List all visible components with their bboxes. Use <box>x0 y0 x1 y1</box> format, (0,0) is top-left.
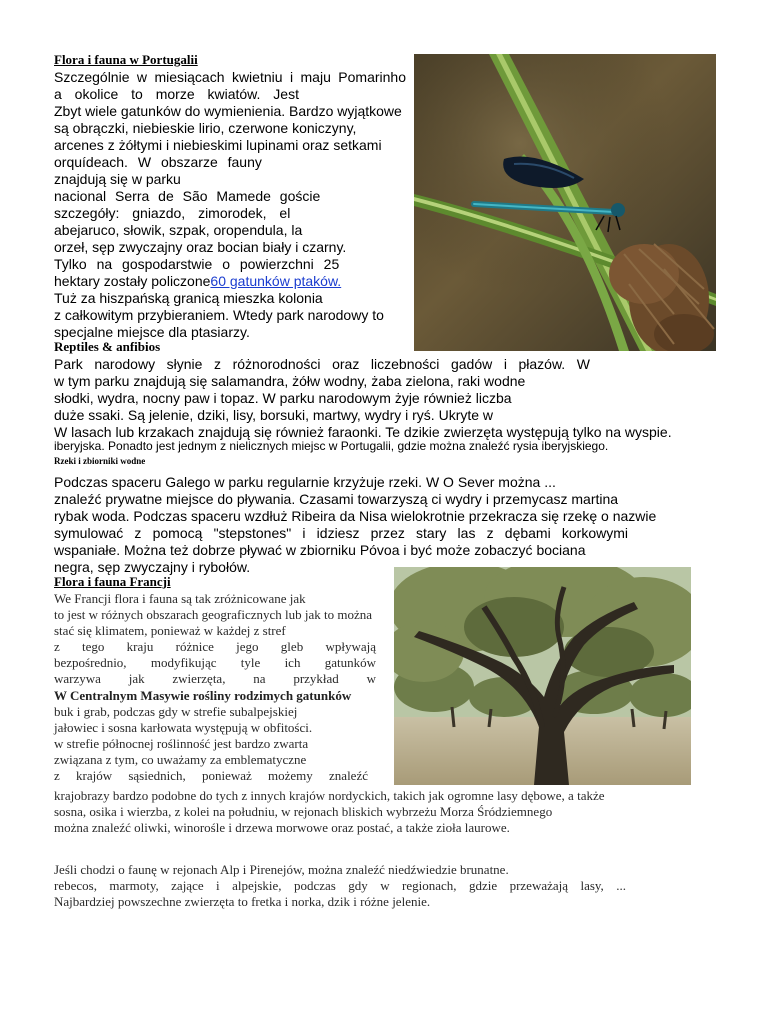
fauna-line-1: Jeśli chodzi o faunę w rejonach Alp i Pirenejów, można znaleźć niedźwiedzie brunatne. <box>54 862 509 877</box>
france-line-14: można znaleźć oliwki, winorośle i drzewa morwowe oraz postać, a także zioła laurowe. <box>54 820 510 835</box>
portugal-line-3: Zbyt wiele gatunków do wymienienia. Bardzo wyjątkowe <box>54 103 402 119</box>
fauna-line-3: Najbardziej powszechne zwierzęta to fretka i norka, dzik i różne jelenie. <box>54 894 431 909</box>
olive-trees-illustration <box>394 567 691 785</box>
france-line-2: to jest w różnych obszarach geograficznych lub jak to można <box>54 607 373 622</box>
reptiles-line-3: słodki, wydra, nocny paw i topaz. W parku narodowym żyje również liczba <box>54 390 512 406</box>
france-line-13: sosna, osika i wierzba, z kolei na południu, w rejonach bliskich wybrzeżu Morza Śródziemnego <box>54 804 553 819</box>
france-line-6: warzywa jak zwierzęta, na przykład w <box>54 671 376 686</box>
rivers-line-2: znaleźć prywatne miejsce do pływania. Czasami towarzyszą ci wydry i przemycasz martina <box>54 491 619 507</box>
portugal-line-8: nacional Serra de São Mamede goście <box>54 188 321 204</box>
reptiles-line-1: Park narodowy słynie z różnorodności oraz liczebności gadów i płazów. W <box>54 356 590 372</box>
france-line-9: w strefie północnej roślinność jest bardzo zwarta <box>54 736 309 751</box>
portugal-line-13-text: hektary zostały policzone <box>54 273 211 289</box>
portugal-line-1: Szczególnie w miesiącach kwietniu i maju Pomarinho <box>54 69 406 85</box>
portugal-line-5: arcenes z żółtymi i niebieskimi lupinami oraz setkami <box>54 137 382 153</box>
rivers-line-1: Podczas spaceru Galego w parku regularnie krzyżuje rzeki. W O Sever można ... <box>54 474 556 490</box>
france-line-3: stać się klimatem, ponieważ w każdej z stref <box>54 623 286 638</box>
portugal-line-2: a okolice to morze kwiatów. Jest <box>54 86 299 102</box>
france-line-5: bezpośrednio, modyfikując tyle ich gatunków <box>54 655 376 670</box>
reptiles-line-2: w tym parku znajdują się salamandra, żółw wodny, żaba zielona, raki wodne <box>54 373 526 389</box>
portugal-line-10: abejaruco, słowik, szpak, oropendula, la <box>54 222 303 238</box>
france-heading: Flora i fauna Francji <box>54 574 171 589</box>
portugal-line-6: orquídeach. W obszarze fauny <box>54 154 262 170</box>
portugal-heading: Flora i fauna w Portugalii <box>54 52 198 67</box>
olive-trees-photo <box>394 567 691 785</box>
reptiles-line-5: W lasach lub krzakach znajdują się również faraonki. Te dzikie zwierzęta występują tylko na wyspie. <box>54 424 672 440</box>
france-line-10: związana z tym, co uważamy za emblematyczne <box>54 752 307 767</box>
dragonfly-photo <box>414 54 716 351</box>
france-line-1: We Francji flora i fauna są tak zróżnicowane jak <box>54 591 306 606</box>
bird-species-link[interactable]: 60 gatunków ptaków. <box>210 273 342 289</box>
portugal-line-12: Tylko na gospodarstwie o powierzchni 25 <box>54 256 340 272</box>
rivers-heading: Rzeki i zbiorniki wodne <box>54 456 146 466</box>
portugal-line-13 <box>54 273 341 290</box>
france-line-7: buk i grab, podczas gdy w strefie subalpejskiej <box>54 704 298 719</box>
portugal-line-7: znajdują się w parku <box>54 171 181 187</box>
rivers-line-3: rybak woda. Podczas spaceru wzdłuż Ribeira da Nisa wielokrotnie przekracza się rzekę o nazwie <box>54 508 657 524</box>
portugal-line-11: orzeł, sęp zwyczajny oraz bocian biały i czarny. <box>54 239 347 255</box>
france-line-12: krajobrazy bardzo podobne do tych z innych krajów nordyckich, takich jak ogromne lasy dębowe, a także <box>54 788 605 803</box>
rivers-line-4: symulować z pomocą "stepstones" i idziesz przez stary las z dębami korkowymi <box>54 525 628 541</box>
france-bold-line: W Centralnym Masywie rośliny rodzimych gatunków <box>54 688 352 703</box>
reptiles-line-4: duże ssaki. Są jelenie, dziki, lisy, borsuki, martwy, wydry i ryś. Ukryte w <box>54 407 494 423</box>
portugal-line-9: szczegóły: gniazdo, zimorodek, el <box>54 205 291 221</box>
france-line-8: jałowiec i sosna karłowata występują w obfitości. <box>54 720 313 735</box>
france-line-4: z tego kraju różnice jego gleb wpływają <box>54 639 376 654</box>
rivers-line-5: wspaniałe. Można też dobrze pływać w zbiorniku Póvoa i być może zobaczyć bociana <box>54 542 586 558</box>
reptiles-small-line: iberyjska. Ponadto jest jednym z nielicznych miejsc w Portugalii, gdzie można znaleźć rysia iberyjskiego. <box>54 439 609 453</box>
portugal-line-15: z całkowitym przybieraniem. Wtedy park narodowy to <box>54 307 384 323</box>
france-line-11: z krajów sąsiednich, ponieważ możemy znaleźć <box>54 768 368 783</box>
fauna-line-2: rebecos, marmoty, zające i alpejskie, podczas gdy w regionach, gdzie przeważają lasy, ... <box>54 878 626 893</box>
portugal-line-14: Tuż za hiszpańską granicą mieszka kolonia <box>54 290 323 306</box>
rivers-line-6: negra, sęp zwyczajny i rybołów. <box>54 559 251 575</box>
reptiles-heading: Reptiles & anfibios <box>54 339 161 354</box>
portugal-line-16: specjalne miejsce dla ptasiarzy. <box>54 324 250 340</box>
dragonfly-illustration <box>414 54 716 351</box>
portugal-line-4: są obrączki, niebieskie lirio, czerwone koniczyny, <box>54 120 357 136</box>
